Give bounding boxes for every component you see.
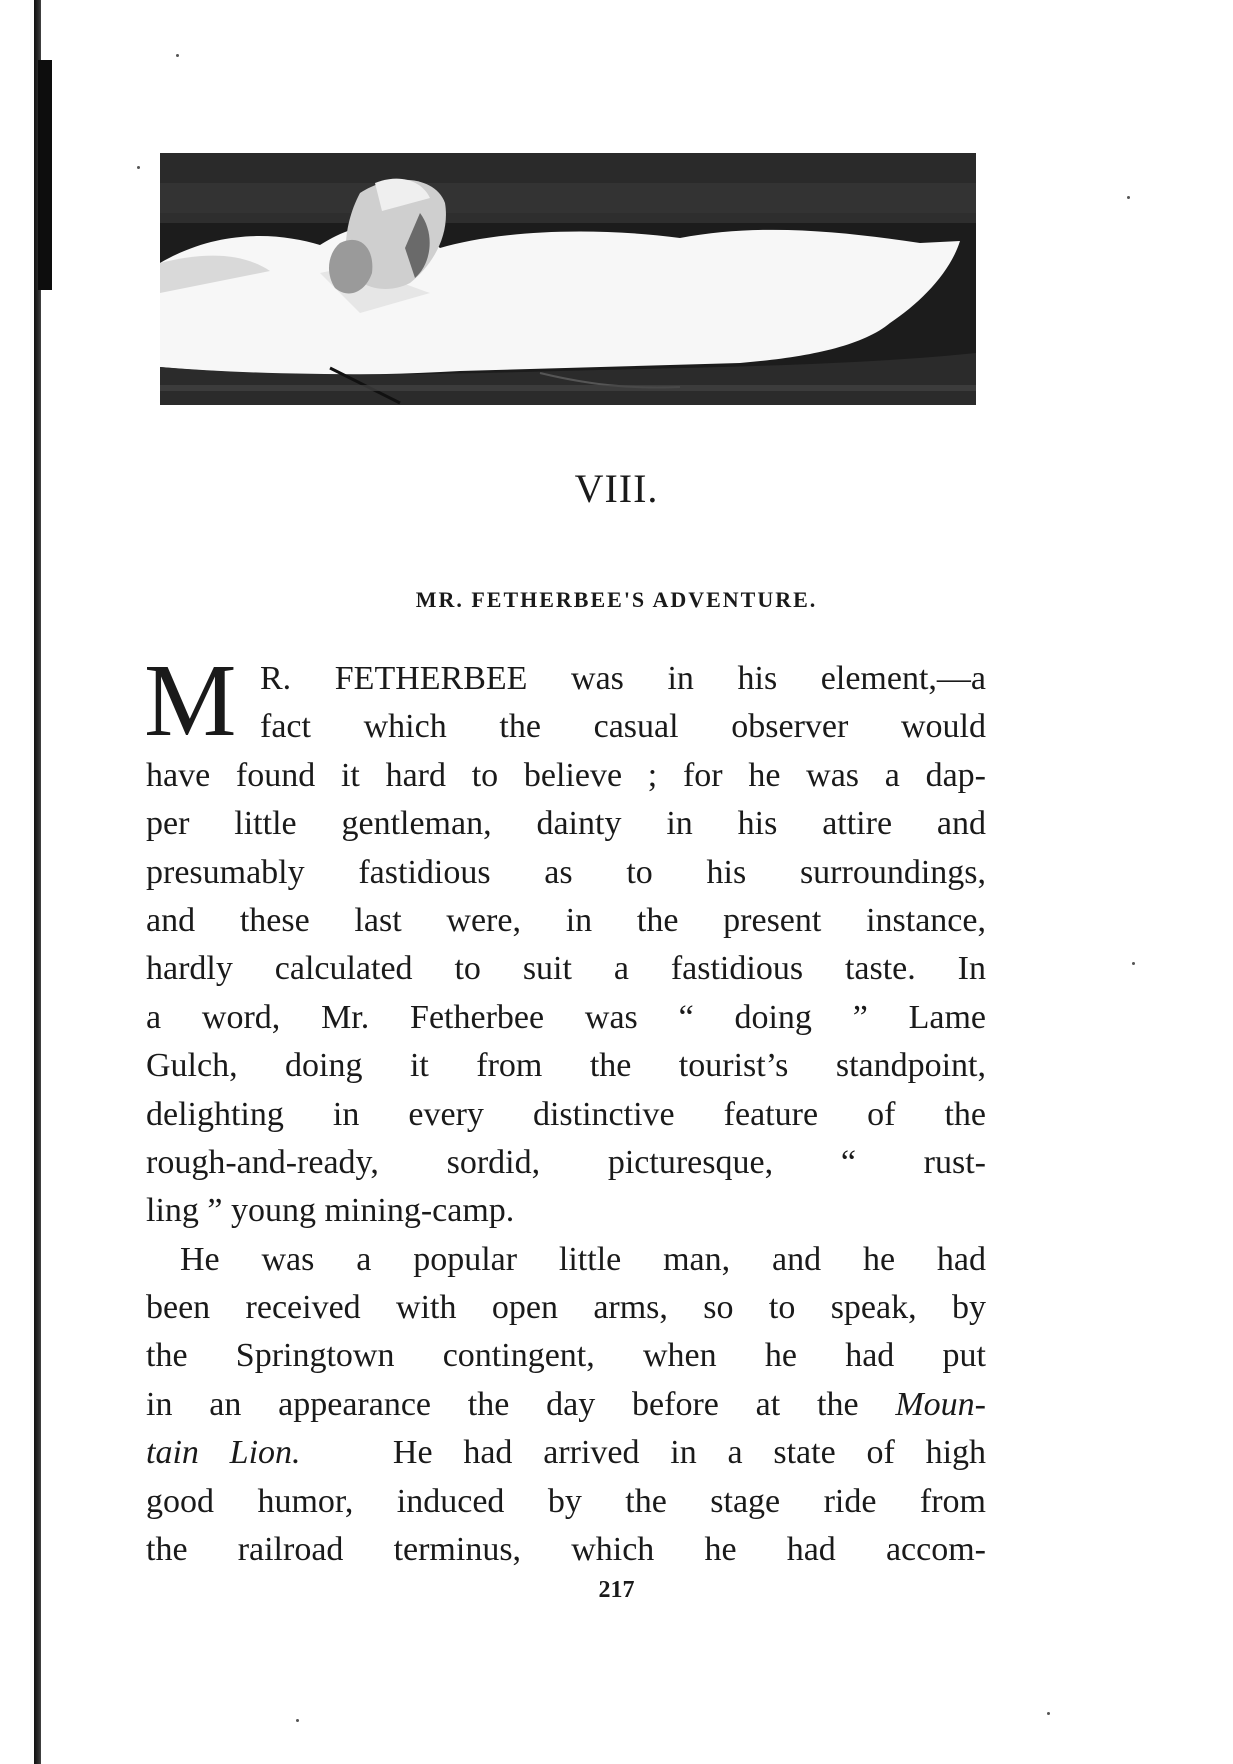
scan-speck [137, 166, 140, 169]
text-line: delighting in every distinctive feature of the [146, 1095, 986, 1133]
text-line: R. FETHERBEE was in his element,—a [260, 660, 986, 697]
headpiece-illustration [160, 153, 976, 405]
text-line: good humor, induced by the stage ride from [146, 1482, 986, 1520]
body-text [144, 643, 987, 1574]
text-line [146, 1429, 986, 1477]
text-line: and these last were, in the present instance, [146, 901, 986, 939]
chapter-number: VIII. [574, 466, 659, 511]
text-line: ling ” young mining-camp. [146, 1192, 515, 1230]
text-line [146, 1381, 986, 1429]
scan-speck [1127, 196, 1130, 199]
scan-speck [1047, 1712, 1050, 1715]
scan-speck [176, 54, 179, 57]
text-line: the Springtown contingent, when he had put [146, 1337, 986, 1375]
text-line: fact which the casual observer would [260, 708, 986, 746]
italic-text: tain Lion. [146, 1434, 301, 1472]
text-line: presumably fastidious as to his surroundings, [146, 853, 986, 891]
text-line: hardly calculated to suit a fastidious taste. In [146, 950, 986, 988]
text-line: the railroad terminus, which he had accom- [146, 1531, 986, 1569]
text-line: have found it hard to believe ; for he was a dap- [146, 756, 986, 794]
drop-cap: M [144, 643, 237, 758]
chapter-title: MR. FETHERBEE'S ADVENTURE. [415, 587, 818, 612]
text-line: been received with open arms, so to speak, by [146, 1289, 986, 1327]
text-line: a word, Mr. Fetherbee was “ doing ” Lame [146, 998, 986, 1036]
text-line: rough-and-ready, sordid, picturesque, “ rust- [146, 1143, 986, 1181]
italic-text: Moun- [895, 1385, 987, 1423]
text-line: per little gentleman, dainty in his attire and [146, 805, 986, 843]
scan-speck [1132, 962, 1135, 965]
text-segment: in an appearance the day before at the [146, 1385, 859, 1423]
text-segment: He had arrived in a state of high [392, 1434, 987, 1472]
scan-speck [296, 1719, 299, 1722]
text-line: He was a popular little man, and he had [180, 1240, 986, 1278]
text-line: Gulch, doing it from the tourist’s standpoint, [146, 1047, 986, 1085]
page-number: 217 [598, 1577, 635, 1603]
page-binding-shadow [38, 60, 52, 290]
